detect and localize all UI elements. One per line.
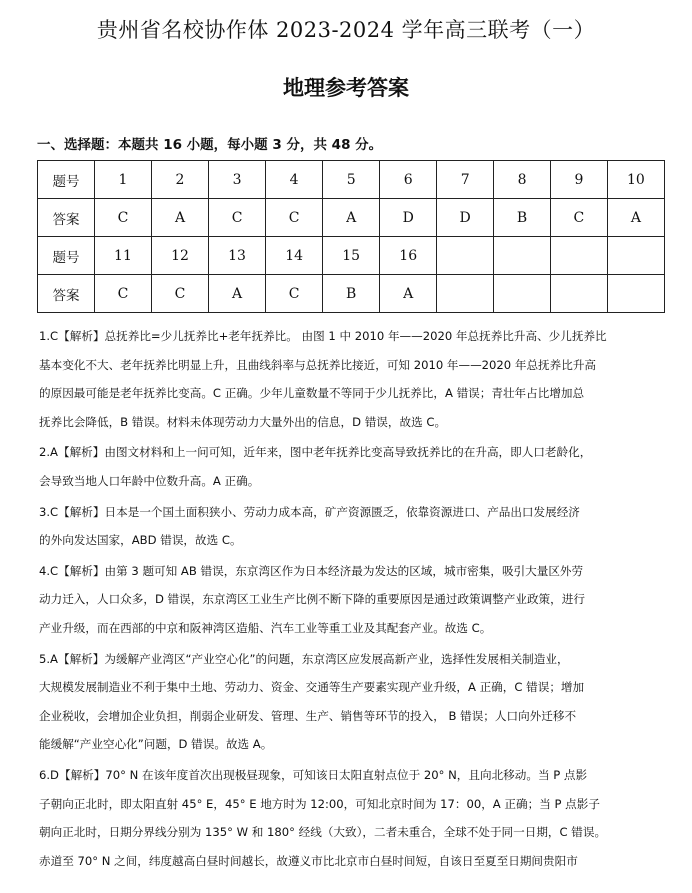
analysis-line: 2.A【解析】由图文材料和上一问可知，近年来，图中老年抚养比变高导致抚养比的在升高，即人口老龄化， xyxy=(39,445,592,460)
analysis-line: 1.C【解析】总抚养比=少儿抚养比+老年抚养比。 由图 1 中 2010 年——2020 年总抚养比升高、少儿抚养比 xyxy=(39,329,607,343)
question-number-cell: 13 xyxy=(209,237,266,275)
question-number-cell: 4 xyxy=(266,161,323,199)
analysis-line: 动力迁入，人口众多，D 错误，东京湾区工业生产比例不断下降的重要原因是通过政策调整产业政策，进行 xyxy=(39,592,585,607)
question-number-cell: 10 xyxy=(607,161,664,199)
question-row xyxy=(38,237,665,275)
question-row-label: 题号 xyxy=(38,237,95,275)
answer-cell: C xyxy=(151,275,208,313)
section-heading: 一、选择题：本题共 16 小题，每小题 3 分，共 48 分。 xyxy=(37,137,383,153)
answer-row xyxy=(38,275,665,313)
answer-cell: D xyxy=(437,199,494,237)
answer-cell: A xyxy=(380,275,437,313)
analysis-line: 朝向正北时，日期分界线分别为 135° W 和 180° 经线（大致），二者未重合，全球不处于同一日期，C 错误。 xyxy=(39,825,607,840)
answer-table xyxy=(37,160,665,313)
question-number-cell: 6 xyxy=(380,161,437,199)
answer-cell xyxy=(494,275,551,313)
analysis-line: 赤道至 70° N 之间，纬度越高白昼时间越长，故遵义市比北京市白昼时间短，自该日至夏至日期间贵阳市 xyxy=(39,853,578,868)
analysis-line: 的外向发达国家，ABD 错误，故选 C。 xyxy=(39,533,242,548)
answer-cell: A xyxy=(151,199,208,237)
answer-cell xyxy=(437,275,494,313)
analysis-line: 能缓解“产业空心化”问题，D 错误。故选 A。 xyxy=(39,737,273,752)
analysis-line: 的原因最可能是老年抚养比变高。C 正确。少年儿童数量不等同于少儿抚养比，A 错误；青壮年占比增加总 xyxy=(39,386,585,401)
analysis-line: 会导致当地人口年龄中位数升高。A 正确。 xyxy=(39,473,260,488)
analysis-line: 产业升级，而在西部的中京和阪神湾区造船、汽车工业等重工业及其配套产业。故选 C。 xyxy=(39,620,492,635)
question-number-cell xyxy=(607,237,664,275)
question-number-cell: 12 xyxy=(151,237,208,275)
analysis-item xyxy=(39,761,665,875)
analysis-line: 5.A【解析】为缓解产业湾区“产业空心化”的问题，东京湾区应发展高新产业，选择性发展相关制造业， xyxy=(39,651,569,666)
analysis-item xyxy=(39,645,665,759)
answer-cell: B xyxy=(494,199,551,237)
question-row xyxy=(38,161,665,199)
answer-cell xyxy=(607,275,664,313)
question-number-cell: 11 xyxy=(94,237,151,275)
answer-cell: A xyxy=(323,199,380,237)
question-number-cell: 8 xyxy=(494,161,551,199)
answer-cell: C xyxy=(266,275,323,313)
question-number-cell: 9 xyxy=(550,161,607,199)
analysis-line: 子朝向正北时，即太阳直射 45° E，45° E 地方时为 12:00，可知北京时间为 17：00，A 正确；当 P 点影子 xyxy=(39,796,600,811)
answer-cell: C xyxy=(94,275,151,313)
answer-cell: C xyxy=(209,199,266,237)
answer-cell: A xyxy=(209,275,266,313)
page-title: 贵州省名校协作体 2023-2024 学年高三联考（一） xyxy=(96,18,596,42)
analysis-item xyxy=(39,438,665,495)
question-number-cell: 15 xyxy=(323,237,380,275)
answer-row-label: 答案 xyxy=(38,199,95,237)
question-number-cell xyxy=(437,237,494,275)
page-subtitle: 地理参考答案 xyxy=(283,76,409,100)
analysis-line: 6.D【解析】70° N 在该年度首次出现极昼现象，可知该日太阳直射点位于 20° N，且向北移动。当 P 点影 xyxy=(39,767,588,782)
analysis-item xyxy=(39,322,665,436)
question-number-cell: 14 xyxy=(266,237,323,275)
analysis-line: 3.C【解析】日本是一个国土面积狭小、劳动力成本高，矿产资源匮乏，依靠资源进口、产品出口发展经济 xyxy=(39,504,580,519)
question-row-label: 题号 xyxy=(38,161,95,199)
analysis-line: 4.C【解析】由第 3 题可知 AB 错误，东京湾区作为日本经济最为发达的区域，城市密集，吸引大量区外劳 xyxy=(39,563,584,578)
analysis-line: 基本变化不大、老年抚养比明显上升，且曲线斜率与总抚养比接近，可知 2010 年——2020 年总抚养比升高 xyxy=(39,357,597,372)
question-number-cell xyxy=(494,237,551,275)
analysis-line: 企业税收，会增加企业负担，削弱企业研发、管理、生产、销售等环节的投入， B 错误；人口向外迁移不 xyxy=(39,708,577,723)
analysis-section xyxy=(39,320,665,875)
question-number-cell: 2 xyxy=(151,161,208,199)
analysis-item xyxy=(39,498,665,555)
question-number-cell xyxy=(550,237,607,275)
answer-row xyxy=(38,199,665,237)
analysis-item xyxy=(39,557,665,643)
answer-cell xyxy=(550,275,607,313)
question-number-cell: 7 xyxy=(437,161,494,199)
question-number-cell: 5 xyxy=(323,161,380,199)
question-number-cell: 3 xyxy=(209,161,266,199)
answer-cell: A xyxy=(607,199,664,237)
analysis-line: 抚养比会降低，B 错误。材料未体现劳动力大量外出的信息，D 错误，故选 C。 xyxy=(39,414,447,429)
answer-row-label: 答案 xyxy=(38,275,95,313)
analysis-line: 大规模发展制造业不利于集中土地、劳动力、资金、交通等生产要素实现产业升级，A 正确，C 错误；增加 xyxy=(39,680,585,695)
answer-cell: C xyxy=(550,199,607,237)
question-number-cell: 16 xyxy=(380,237,437,275)
answer-cell: C xyxy=(94,199,151,237)
answer-cell: B xyxy=(323,275,380,313)
answer-cell: D xyxy=(380,199,437,237)
question-number-cell: 1 xyxy=(94,161,151,199)
answer-cell: C xyxy=(266,199,323,237)
